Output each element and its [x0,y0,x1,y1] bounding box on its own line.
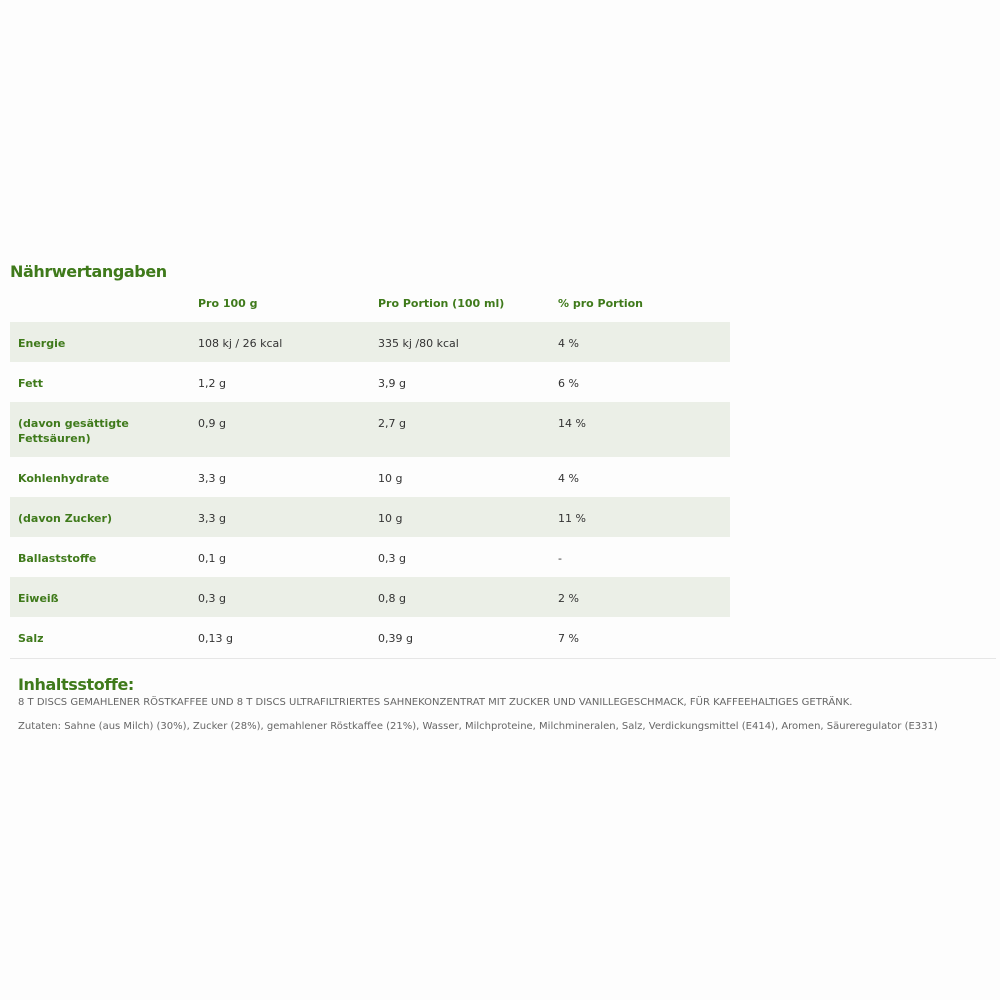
value-per-portion: 0,3 g [378,552,406,565]
value-percent: 2 % [550,577,730,617]
ingredients-list: Zutaten: Sahne (aus Milch) (30%), Zucker (28%), gemahlener Röstkaffee (21%), Wasser, Milchproteine, Milchmineralen, Salz, Verdickungsmittel (E414), Aromen, Säureregulator (E331) [18,721,938,732]
nutrient-name: Salz [18,632,44,645]
value-percent: 4 % [558,472,579,485]
table-header-row [10,285,730,322]
value-per-portion: 10 g [370,497,550,537]
ingredients-title: Inhaltsstoffe: [18,675,134,694]
value-percent: - [558,552,562,565]
table-row [10,362,730,402]
value-percent: 14 % [550,402,730,457]
table-row [10,402,730,457]
column-header-nutrient [10,285,190,322]
value-per-100g: 0,1 g [198,552,226,565]
table-row [10,577,730,617]
value-percent: 11 % [550,497,730,537]
nutrient-name: Energie [10,322,190,362]
column-header-per-100g: Pro 100 g [198,297,258,310]
value-per-portion: 2,7 g [370,402,550,457]
value-per-100g: 108 kj / 26 kcal [190,322,370,362]
nutrition-table [10,285,730,657]
value-per-portion: 335 kj /80 kcal [370,322,550,362]
table-row [10,322,730,362]
value-per-100g: 0,3 g [190,577,370,617]
column-header-per-portion: Pro Portion (100 ml) [378,297,505,310]
ingredients-description: 8 T DISCS GEMAHLENER RÖSTKAFFEE UND 8 T DISCS ULTRAFILTRIERTES SAHNEKONZENTRAT MIT ZUCKER UND VANILLEGESCHMACK, FÜR KAFFEEHALTIGES GETRÄNK. [18,697,853,708]
table-row [10,537,730,577]
value-per-portion: 3,9 g [378,377,406,390]
value-per-100g: 0,9 g [190,402,370,457]
nutrition-title: Nährwertangaben [10,262,167,281]
value-per-portion: 0,39 g [378,632,413,645]
value-percent: 7 % [558,632,579,645]
nutrient-name: (davon gesättigte Fettsäuren) [10,402,190,457]
value-percent: 4 % [550,322,730,362]
value-per-100g: 3,3 g [190,497,370,537]
table-row [10,617,730,657]
value-per-100g: 1,2 g [198,377,226,390]
section-divider [10,658,996,659]
nutrient-name: Fett [18,377,44,390]
table-row [10,457,730,497]
value-per-100g: 0,13 g [198,632,233,645]
value-percent: 6 % [558,377,579,390]
table-row [10,497,730,537]
nutrient-name: Ballaststoffe [18,552,97,565]
column-header-percent: % pro Portion [558,297,643,310]
value-per-portion: 10 g [378,472,403,485]
nutrient-name: (davon Zucker) [10,497,190,537]
value-per-100g: 3,3 g [198,472,226,485]
value-per-portion: 0,8 g [370,577,550,617]
nutrient-name: Kohlenhydrate [18,472,110,485]
nutrient-name: Eiweiß [10,577,190,617]
